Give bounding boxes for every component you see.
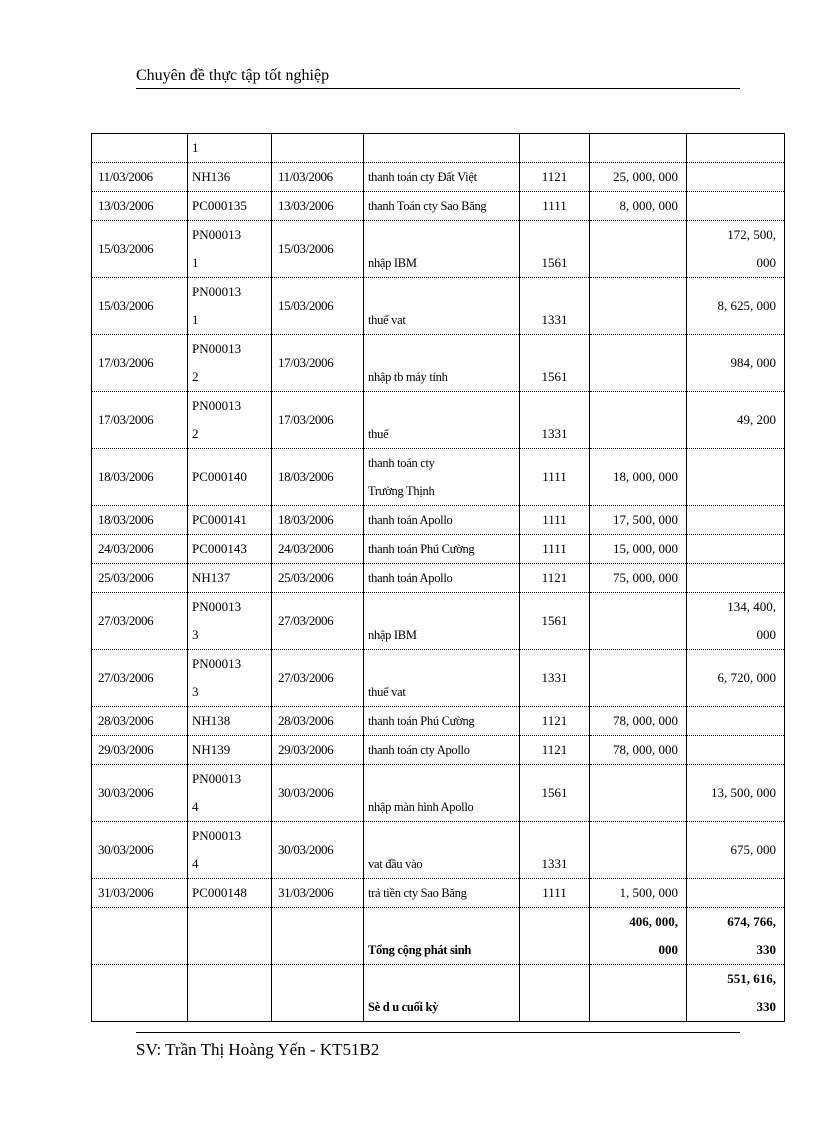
credit-cell xyxy=(687,736,785,765)
desc-cell: nhập tb máy tính xyxy=(364,335,520,392)
credit-cell: 13, 500, 000 xyxy=(687,765,785,822)
credit-cell xyxy=(687,449,785,506)
doc-cell xyxy=(188,221,272,278)
table-row xyxy=(92,736,785,765)
credit-cell xyxy=(687,593,785,650)
date-cell: 24/03/2006 xyxy=(92,535,188,564)
table-row xyxy=(92,822,785,879)
debit-cell xyxy=(590,650,687,707)
account-cell: 1561 xyxy=(520,221,590,278)
credit-line-2: 000 xyxy=(756,627,776,642)
debit-cell xyxy=(590,392,687,449)
debit-cell xyxy=(590,765,687,822)
totals-row xyxy=(92,908,785,965)
footer-divider xyxy=(136,1032,740,1033)
date-cell: 30/03/2006 xyxy=(92,765,188,822)
doc-line-2: 4 xyxy=(192,856,199,871)
date-cell xyxy=(92,908,188,965)
date-cell: 15/03/2006 xyxy=(92,278,188,335)
account-cell: 1561 xyxy=(520,593,590,650)
desc-cell: nhập màn hình Apollo xyxy=(364,765,520,822)
date-cell: 15/03/2006 xyxy=(92,221,188,278)
doc-cell: PC000148 xyxy=(188,879,272,908)
credit-cell xyxy=(687,506,785,535)
doc-line-1: PN00013 xyxy=(192,771,242,786)
date-cell: 17/03/2006 xyxy=(92,392,188,449)
debit-cell: 15, 000, 000 xyxy=(590,535,687,564)
account-cell: 1331 xyxy=(520,650,590,707)
date-cell: 29/03/2006 xyxy=(92,736,188,765)
desc-cell: nhập IBM xyxy=(364,221,520,278)
date-cell: 30/03/2006 xyxy=(92,822,188,879)
account-cell: 1121 xyxy=(520,736,590,765)
date2-cell: 15/03/2006 xyxy=(272,278,364,335)
debit-cell: 25, 000, 000 xyxy=(590,163,687,192)
desc-line-2: Trường Thịnh xyxy=(368,484,435,498)
desc-cell: thanh toán Apollo xyxy=(364,506,520,535)
date2-cell: 13/03/2006 xyxy=(272,192,364,221)
doc-cell: NH136 xyxy=(188,163,272,192)
table-row xyxy=(92,163,785,192)
credit-line-1: 674, 766, xyxy=(727,914,776,929)
doc-line-1: PN00013 xyxy=(192,828,242,843)
doc-cell xyxy=(188,392,272,449)
debit-cell xyxy=(590,593,687,650)
account-cell xyxy=(520,134,590,163)
doc-cell xyxy=(188,650,272,707)
desc-cell: vat đầu vào xyxy=(364,822,520,879)
table-row xyxy=(92,221,785,278)
date2-cell: 11/03/2006 xyxy=(272,163,364,192)
date-cell: 31/03/2006 xyxy=(92,879,188,908)
desc-cell: nhập IBM xyxy=(364,593,520,650)
doc-cell xyxy=(188,822,272,879)
table-row xyxy=(92,192,785,221)
date2-cell: 30/03/2006 xyxy=(272,765,364,822)
account-cell: 1121 xyxy=(520,564,590,593)
date-cell: 25/03/2006 xyxy=(92,564,188,593)
table-row xyxy=(92,506,785,535)
credit-line-2: 000 xyxy=(756,255,776,270)
credit-cell xyxy=(687,879,785,908)
closing-credit xyxy=(687,965,785,1022)
credit-line-1: 172, 500, xyxy=(727,227,776,242)
date2-cell: 25/03/2006 xyxy=(272,564,364,593)
ledger-table xyxy=(91,133,785,1022)
table-row xyxy=(92,879,785,908)
credit-cell: 8, 625, 000 xyxy=(687,278,785,335)
doc-cell: NH137 xyxy=(188,564,272,593)
table-row xyxy=(92,650,785,707)
date2-cell: 17/03/2006 xyxy=(272,392,364,449)
debit-cell xyxy=(590,134,687,163)
date-cell xyxy=(92,134,188,163)
page-header xyxy=(136,66,740,89)
account-cell: 1111 xyxy=(520,535,590,564)
table-row xyxy=(92,564,785,593)
doc-line-2: 4 xyxy=(192,799,199,814)
closing-label: Sè d u cuối kỳ xyxy=(364,965,520,1022)
doc-cell xyxy=(188,965,272,1022)
account-cell: 1111 xyxy=(520,192,590,221)
table-row xyxy=(92,335,785,392)
debit-cell: 17, 500, 000 xyxy=(590,506,687,535)
page-footer xyxy=(136,1040,379,1060)
account-cell xyxy=(520,908,590,965)
desc-cell: thanh toán cty Apollo xyxy=(364,736,520,765)
date-cell: 27/03/2006 xyxy=(92,593,188,650)
date2-cell: 15/03/2006 xyxy=(272,221,364,278)
table-row xyxy=(92,765,785,822)
doc-line-2: 3 xyxy=(192,684,199,699)
table-row xyxy=(92,707,785,736)
doc-line-2: 3 xyxy=(192,627,199,642)
date2-cell xyxy=(272,965,364,1022)
date-cell: 18/03/2006 xyxy=(92,449,188,506)
date2-cell: 27/03/2006 xyxy=(272,650,364,707)
footer-student: SV: Trần Thị Hoàng Yến - KT51B2 xyxy=(136,1040,380,1059)
doc-cell xyxy=(188,278,272,335)
doc-line-1: PN00013 xyxy=(192,656,242,671)
date2-cell: 18/03/2006 xyxy=(272,506,364,535)
date2-cell: 31/03/2006 xyxy=(272,879,364,908)
doc-line-1: PN00013 xyxy=(192,227,242,242)
account-cell: 1331 xyxy=(520,822,590,879)
account-cell: 1331 xyxy=(520,392,590,449)
desc-cell: trả tiền cty Sao Băng xyxy=(364,879,520,908)
date2-cell: 30/03/2006 xyxy=(272,822,364,879)
doc-cell xyxy=(188,335,272,392)
date2-cell: 24/03/2006 xyxy=(272,535,364,564)
account-cell: 1121 xyxy=(520,163,590,192)
desc-cell: thanh toán Apollo xyxy=(364,564,520,593)
account-cell: 1121 xyxy=(520,707,590,736)
date-cell: 27/03/2006 xyxy=(92,650,188,707)
doc-cell: PC000140 xyxy=(188,449,272,506)
desc-line-1: thanh toán cty xyxy=(368,456,435,470)
date2-cell xyxy=(272,134,364,163)
desc-cell: thanh toán Phú Cường xyxy=(364,535,520,564)
desc-cell: thanh toán cty Đất Việt xyxy=(364,163,520,192)
debit-cell xyxy=(590,221,687,278)
desc-cell: thanh Toán cty Sao Băng xyxy=(364,192,520,221)
doc-cell: PC000141 xyxy=(188,506,272,535)
desc-cell: thuế vat xyxy=(364,278,520,335)
doc-line-2: 1 xyxy=(192,312,199,327)
credit-cell xyxy=(687,192,785,221)
date2-cell: 29/03/2006 xyxy=(272,736,364,765)
credit-cell: 49, 200 xyxy=(687,392,785,449)
totals-debit xyxy=(590,908,687,965)
debit-cell: 78, 000, 000 xyxy=(590,736,687,765)
date2-cell xyxy=(272,908,364,965)
desc-cell: thanh toán Phú Cường xyxy=(364,707,520,736)
doc-line-1: PN00013 xyxy=(192,398,242,413)
account-cell: 1331 xyxy=(520,278,590,335)
account-cell: 1561 xyxy=(520,335,590,392)
desc-cell xyxy=(364,134,520,163)
debit-cell: 18, 000, 000 xyxy=(590,449,687,506)
debit-line-2: 000 xyxy=(658,942,678,957)
doc-line-1: PN00013 xyxy=(192,599,242,614)
doc-cell xyxy=(188,593,272,650)
desc-cell: thuế xyxy=(364,392,520,449)
doc-cell: 1 xyxy=(188,134,272,163)
table-row xyxy=(92,593,785,650)
account-cell xyxy=(520,965,590,1022)
debit-cell xyxy=(590,822,687,879)
desc-cell xyxy=(364,449,520,506)
date2-cell: 27/03/2006 xyxy=(272,593,364,650)
credit-cell xyxy=(687,221,785,278)
account-cell: 1111 xyxy=(520,506,590,535)
account-cell: 1111 xyxy=(520,879,590,908)
debit-cell: 78, 000, 000 xyxy=(590,707,687,736)
totals-credit xyxy=(687,908,785,965)
doc-line-2: 1 xyxy=(192,255,199,270)
doc-cell: PC000143 xyxy=(188,535,272,564)
credit-cell xyxy=(687,535,785,564)
date2-cell: 17/03/2006 xyxy=(272,335,364,392)
table-row xyxy=(92,278,785,335)
table-row xyxy=(92,134,785,163)
credit-cell: 984, 000 xyxy=(687,335,785,392)
date-cell xyxy=(92,965,188,1022)
debit-cell: 75, 000, 000 xyxy=(590,564,687,593)
date2-cell: 28/03/2006 xyxy=(272,707,364,736)
credit-cell xyxy=(687,564,785,593)
debit-cell xyxy=(590,278,687,335)
debit-line-1: 406, 000, xyxy=(629,914,678,929)
date-cell: 17/03/2006 xyxy=(92,335,188,392)
doc-line-1: PN00013 xyxy=(192,341,242,356)
credit-cell xyxy=(687,134,785,163)
doc-cell: NH138 xyxy=(188,707,272,736)
credit-cell: 675, 000 xyxy=(687,822,785,879)
debit-cell xyxy=(590,335,687,392)
account-cell: 1561 xyxy=(520,765,590,822)
closing-row xyxy=(92,965,785,1022)
totals-label: Tổng cộng phát sinh xyxy=(364,908,520,965)
date2-cell: 18/03/2006 xyxy=(272,449,364,506)
doc-line-2: 2 xyxy=(192,369,199,384)
date-cell: 11/03/2006 xyxy=(92,163,188,192)
debit-cell: 1, 500, 000 xyxy=(590,879,687,908)
desc-cell: thuế vat xyxy=(364,650,520,707)
doc-line-2: 2 xyxy=(192,426,199,441)
credit-cell: 6, 720, 000 xyxy=(687,650,785,707)
table-row xyxy=(92,449,785,506)
doc-cell: NH139 xyxy=(188,736,272,765)
table-row xyxy=(92,535,785,564)
doc-cell xyxy=(188,908,272,965)
debit-cell xyxy=(590,965,687,1022)
table-row xyxy=(92,392,785,449)
debit-cell: 8, 000, 000 xyxy=(590,192,687,221)
credit-line-1: 551, 616, xyxy=(727,971,776,986)
credit-line-2: 330 xyxy=(756,942,776,957)
date-cell: 28/03/2006 xyxy=(92,707,188,736)
doc-line-1: PN00013 xyxy=(192,284,242,299)
header-title: Chuyên đề thực tập tốt nghiệp xyxy=(136,67,330,84)
credit-cell xyxy=(687,163,785,192)
credit-line-1: 134, 400, xyxy=(727,599,776,614)
credit-cell xyxy=(687,707,785,736)
account-cell: 1111 xyxy=(520,449,590,506)
credit-line-2: 330 xyxy=(756,999,776,1014)
doc-cell: PC000135 xyxy=(188,192,272,221)
doc-cell xyxy=(188,765,272,822)
date-cell: 18/03/2006 xyxy=(92,506,188,535)
date-cell: 13/03/2006 xyxy=(92,192,188,221)
